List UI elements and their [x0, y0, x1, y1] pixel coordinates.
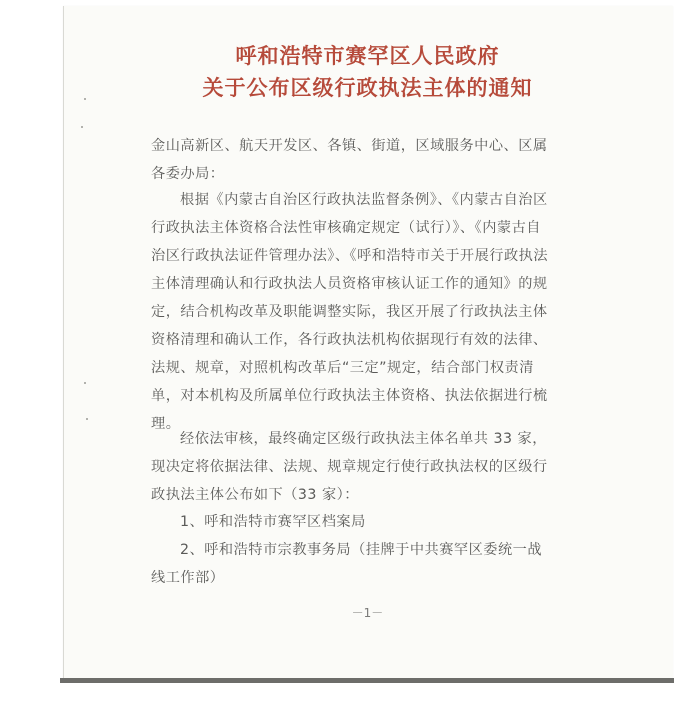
paper-bottom-edge [60, 678, 674, 683]
list-item: 2、呼和浩特市宗教事务局（挂牌于中共赛罕区委统一战线工作部） [151, 542, 543, 586]
basis-paragraph: 根据《内蒙古自治区行政执法监督条例》、《内蒙古自治区行政执法主体资格合法性审核确定规定（试行）》、《内蒙古自治区行政执法证件管理办法》、《呼和浩特市关于开展行政执法主体清理确认和行政执法人员资格审核认证工作的通知》的规定，结合机构改革及职能调整实际，我区开展了行政执法主体资格清理和确认工作，各行政执法机构依据现行有效的法律、法规、规章，对照机构改革后“三定”规定，结合部门权责清单，对本机构及所属单位行政执法主体资格、执法依据进行梳理。 [151, 192, 549, 432]
list-item: 1、呼和浩特市赛罕区档案局 [180, 514, 366, 530]
addressee-paragraph: 金山高新区、航天开发区、各镇、街道，区域服务中心、区属各委办局： [151, 138, 548, 182]
document-title-line-2: 关于公布区级行政执法主体的通知 [202, 75, 533, 100]
scan-speck [81, 126, 83, 128]
decision-paragraph: 经依法审核，最终确定区级行政执法主体名单共 33 家，现决定将依据法律、法规、规章规定行使行政执法权的区级行政执法主体公布如下（33 家）： [151, 431, 548, 503]
scan-speck [84, 382, 86, 384]
scan-speck [86, 418, 88, 420]
page-number: －1－ [351, 606, 384, 620]
document-title-line-1: 呼和浩特市赛罕区人民政府 [235, 43, 500, 68]
